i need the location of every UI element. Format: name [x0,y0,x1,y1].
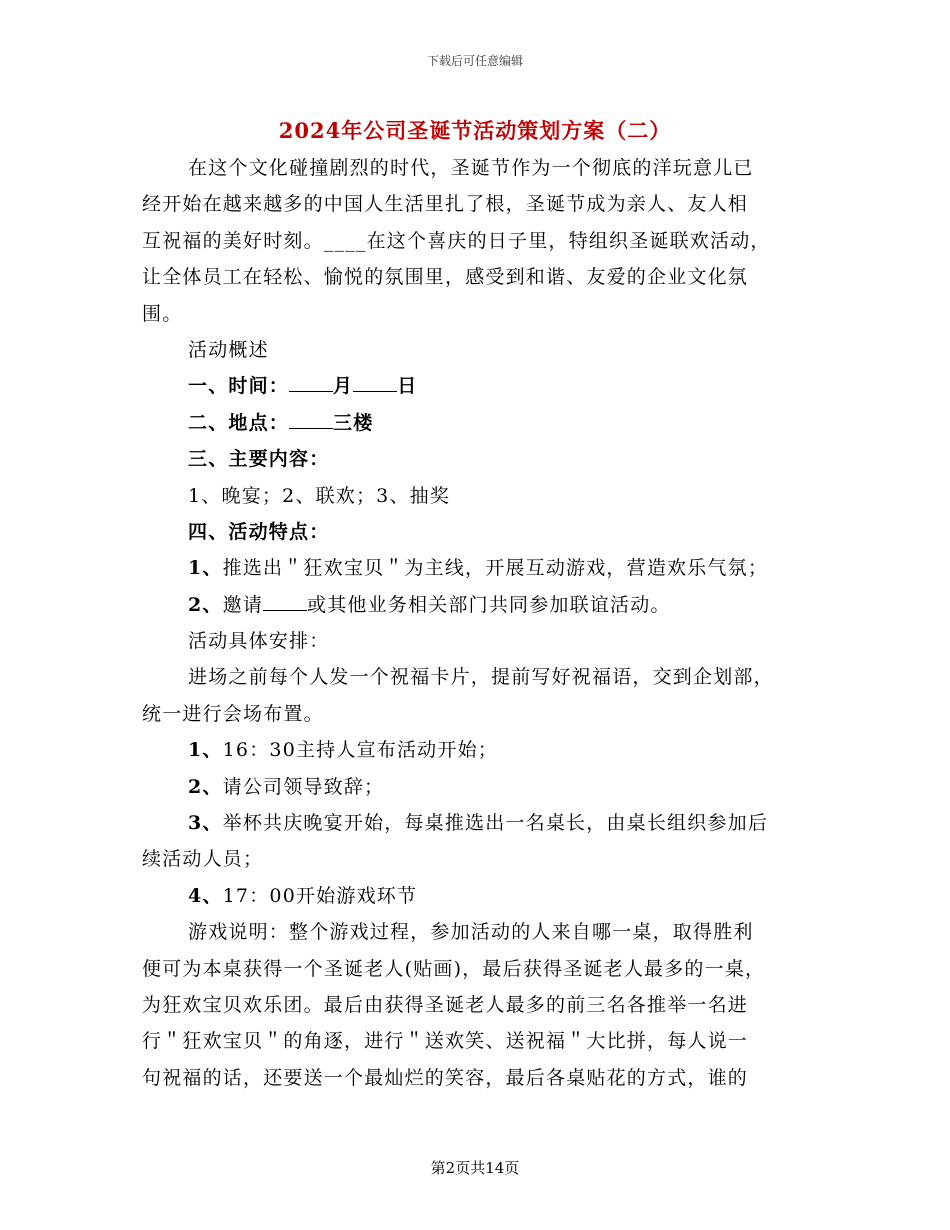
step-2 [142,769,812,805]
step-3 [142,805,812,841]
step-1-text: 16：30主持人宣布活动开始； [222,739,498,762]
place-label: 二、地点： [188,411,290,434]
feature-2-num: 2、 [188,593,223,616]
feature-2-post: 或其他业务相关部门共同参加联谊活动。 [307,593,671,616]
overview-heading: 活动概述 [188,338,269,361]
feature-2-pre: 邀请 [222,593,264,616]
feature-2-blank [263,588,307,611]
place-blank [289,406,333,429]
step-3-num: 3、 [188,812,223,835]
time-blank-2 [353,369,397,392]
feature-1 [142,550,812,586]
place-line [142,405,812,441]
feature-1-text: 推选出＂狂欢宝贝＂为主线，开展互动游戏，营造欢乐气氛； [222,557,769,580]
time-label: 一、时间： [188,375,290,398]
time-day: 日 [397,375,418,398]
schedule-intro-2: 统一进行会场布置。 [142,702,324,725]
step-2-num: 2、 [188,775,223,798]
document-body [142,150,812,1096]
intro-line-1: 在这个文化碰撞剧烈的时代，圣诞节作为一个彻底的洋玩意儿已 [188,157,754,179]
intro-line-5: 围。 [142,302,183,325]
step-3-cont: 续活动人员； [142,848,264,871]
page-footer: 第2页共14页 [430,1159,520,1177]
game-desc-2: 便可为本桌获得一个圣诞老人(贴画)，最后获得圣诞老人最多的一桌， [142,957,766,980]
main-content-heading: 三、主要内容： [188,448,330,471]
step-4 [142,878,812,914]
step-1-num: 1、 [188,739,223,762]
step-1 [142,732,812,768]
features-heading: 四、活动特点： [188,520,330,543]
page-header: 下载后可任意编辑 [426,54,523,68]
game-desc-3: 为狂欢宝贝欢乐团。最后由获得圣诞老人最多的前三名各推举一名进 [142,993,749,1016]
intro-line-4: 让全体员工在轻松、愉悦的氛围里，感受到和谐、友爱的企业文化氛 [142,266,749,289]
feature-1-num: 1、 [188,557,223,580]
game-desc-4: 行＂狂欢宝贝＂的角逐，进行＂送欢笑、送祝福＂大比拼，每人说一 [142,1030,749,1053]
game-desc-5: 句祝福的话，还要送一个最灿烂的笑容，最后各桌贴花的方式，谁的 [142,1066,749,1089]
step-4-num: 4、 [188,884,223,907]
step-2-text: 请公司领导致辞； [222,775,385,798]
step-3-text-1: 举杯共庆晚宴开始，每桌推选出一名桌长，由桌长组织参加后 [222,812,769,835]
intro-line-3: 互祝福的美好时刻。____在这个喜庆的日子里，特组织圣诞联欢活动， [142,229,771,252]
game-desc-1: 游戏说明：整个游戏过程，参加活动的人来自哪一桌，取得胜利 [188,921,754,944]
main-content-items: 1、晚宴；2、联欢；3、抽奖 [188,484,451,507]
feature-2 [142,587,812,623]
time-blank-1 [289,369,333,392]
time-line [142,368,812,404]
step-4-text: 17：00开始游戏环节 [222,884,418,907]
intro-line-2: 经开始在越来越多的中国人生活里扎了根，圣诞节成为亲人、友人相 [142,193,749,216]
schedule-heading: 活动具体安排： [188,630,330,653]
time-month: 月 [333,375,354,398]
document-title: 2024年公司圣诞节活动策划方案（二） [278,118,672,143]
place-value: 三楼 [333,411,374,434]
schedule-intro-1: 进场之前每个人发一个祝福卡片，提前写好祝福语，交到企划部， [188,666,774,689]
